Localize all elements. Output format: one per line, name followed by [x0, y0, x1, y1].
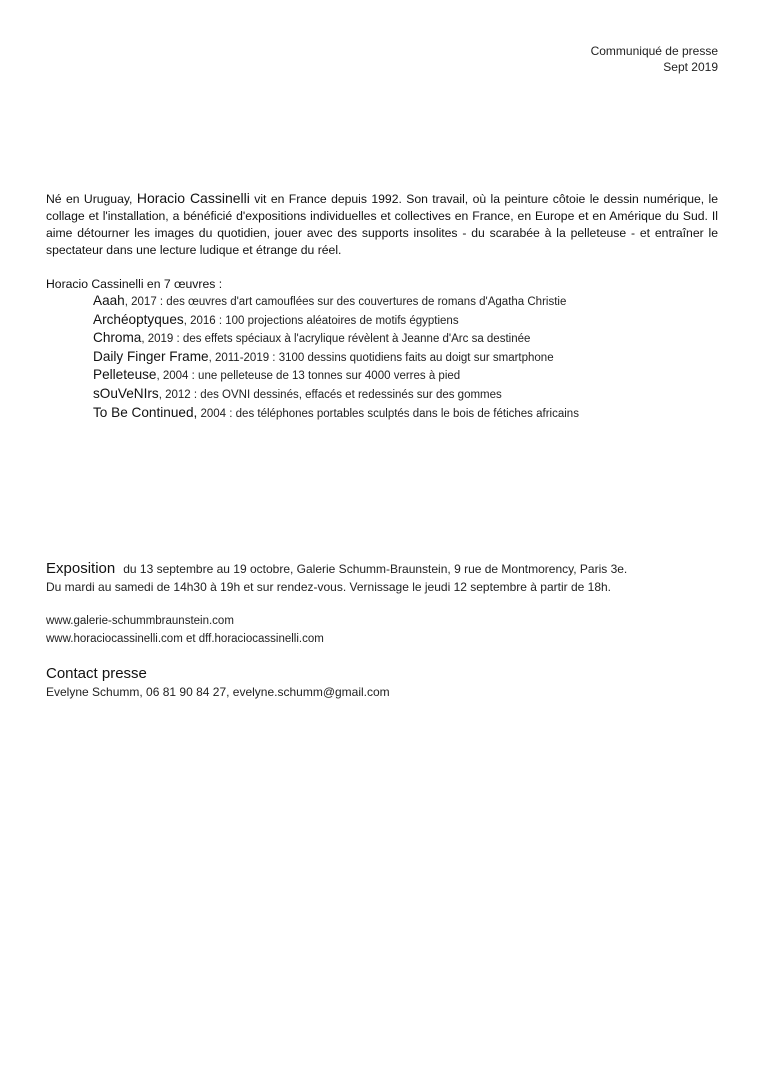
exposition-dates: du 13 septembre au 19 octobre, Galerie Schumm-Braunstein, 9 rue de Montmorency, Paris 3e.	[123, 562, 628, 576]
work-title: Daily Finger Frame	[93, 348, 209, 364]
work-item	[93, 311, 579, 330]
contact-section	[46, 665, 390, 701]
document-date: Sept 2019	[663, 60, 718, 74]
work-item	[93, 366, 579, 385]
work-description: , 2019 : des effets spéciaux à l'acrylique révèlent à Jeanne d'Arc sa destinée	[141, 333, 531, 346]
artist-name: Horacio Cassinelli	[136, 190, 250, 206]
intro-text-rest: vit en France depuis 1992. Son travail, où la peinture côtoie le dessin numérique, le collage et l'installation, a bénéficié d'expositions individuelles et collectives en France, en Europe et en Amérique du Sud. Il aime détourner les images du quotidien, jouer avec des supports insolites - du scarabée à la pelleteuse - et entraîner le spectateur dans une lecture ludique et étrange du réel.	[46, 192, 719, 257]
exposition-line-1	[46, 560, 726, 578]
links-section	[46, 612, 324, 648]
dff-site-link[interactable]: dff.horaciocassinelli.com	[198, 633, 324, 645]
work-title: Archéoptyques	[93, 311, 184, 327]
links-conjunction: et	[182, 633, 199, 645]
work-item	[93, 348, 579, 367]
exposition-hours: Du mardi au samedi de 14h30 à 19h et sur rendez-vous. Vernissage le jeudi 12 septembre à partir de 18h.	[46, 580, 612, 594]
work-title: To Be Continued,	[93, 404, 198, 420]
work-description: , 2011-2019 : 3100 dessins quotidiens faits au doigt sur smartphone	[208, 351, 554, 364]
work-description: 2004 : des téléphones portables sculptés dans le bois de fétiches africains	[197, 407, 579, 420]
work-item	[93, 404, 579, 423]
intro-text-start: Né en Uruguay,	[46, 192, 137, 206]
exposition-heading: Exposition	[46, 560, 116, 577]
works-list	[93, 292, 579, 422]
contact-details: Evelyne Schumm, 06 81 90 84 27, evelyne.schumm@gmail.com	[46, 685, 390, 699]
work-description: , 2016 : 100 projections aléatoires de motifs égyptiens	[183, 314, 459, 327]
work-item	[93, 292, 579, 311]
intro-paragraph	[46, 190, 718, 259]
work-title: Chroma	[93, 330, 142, 346]
contact-heading: Contact presse	[46, 665, 147, 682]
document-type: Communiqué de presse	[590, 44, 718, 58]
work-title: sOuVeNIrs	[93, 385, 159, 401]
document-header	[591, 43, 718, 75]
work-title: Pelleteuse	[93, 367, 157, 383]
work-title: Aaah	[93, 293, 125, 308]
work-description: , 2004 : une pelleteuse de 13 tonnes sur 4000 verres à pied	[156, 370, 461, 383]
gallery-link[interactable]: www.galerie-schummbraunstein.com	[46, 615, 234, 627]
artist-site-link[interactable]: www.horaciocassinelli.com	[46, 633, 183, 645]
work-description: , 2012 : des OVNI dessinés, effacés et redessinés sur des gommes	[158, 388, 502, 401]
work-item	[93, 385, 579, 404]
work-item	[93, 329, 579, 348]
works-heading: Horacio Cassinelli en 7 œuvres :	[46, 277, 223, 291]
exposition-section	[46, 560, 726, 596]
work-description: , 2017 : des œuvres d'art camouflées sur des couvertures de romans d'Agatha Christie	[124, 296, 567, 308]
